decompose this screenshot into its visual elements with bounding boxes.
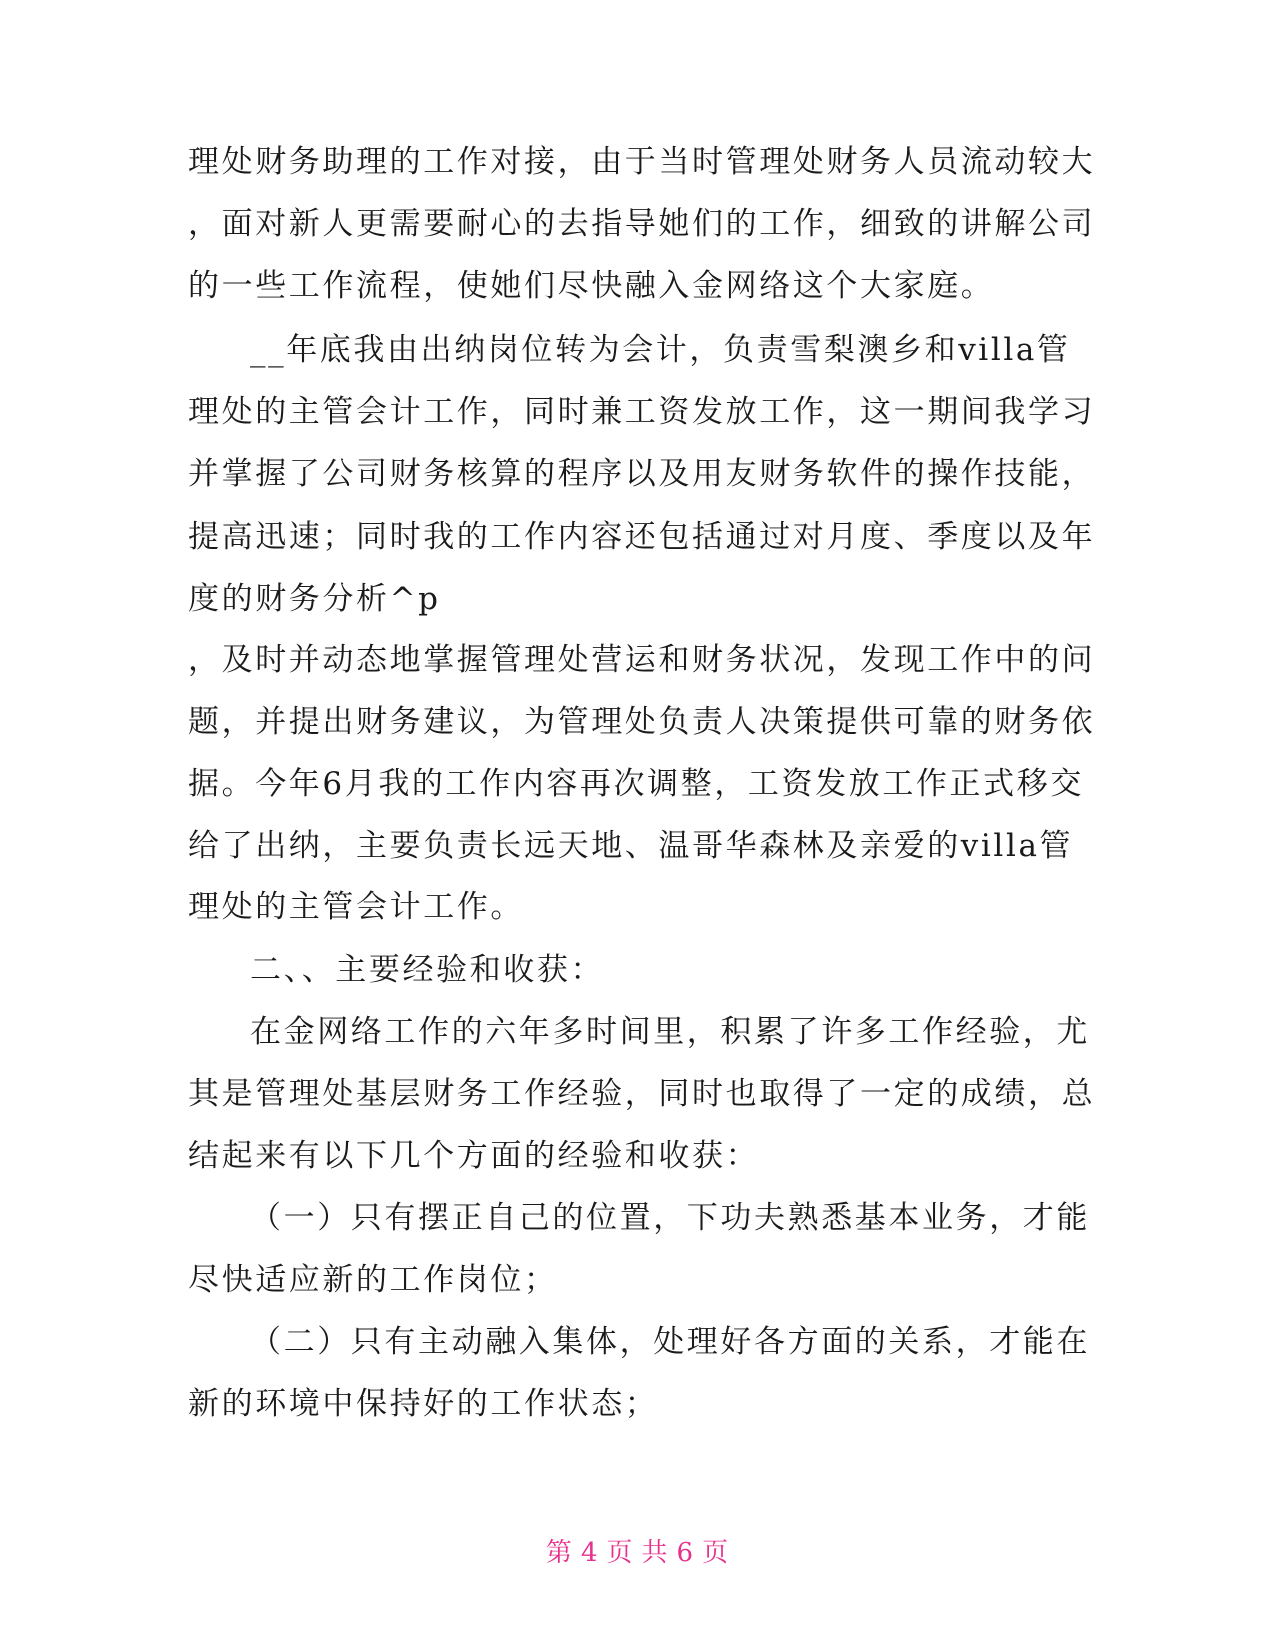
text-line: 理处的主管会计工作，同时兼工资发放工作，这一期间我学习 xyxy=(188,394,1096,430)
list-item: （一）只有摆正自己的位置，下功夫熟悉基本业务，才能 xyxy=(250,1200,1090,1236)
footer-total-prefix: 共 xyxy=(641,1538,669,1568)
total-pages-number: 6 xyxy=(676,1538,695,1568)
text-line: 理处财务助理的工作对接，由于当时管理处财务人员流动较大 xyxy=(188,144,1096,180)
text-line: 据。今年6月我的工作内容再次调整，工资发放工作正式移交 xyxy=(188,766,1084,802)
text-line: 新的环境中保持好的工作状态； xyxy=(188,1386,659,1422)
current-page-number: 4 xyxy=(580,1538,599,1568)
text-line: 度的财务分析^p xyxy=(188,581,441,617)
text-line: 其是管理处基层财务工作经验，同时也取得了一定的成绩，总 xyxy=(188,1076,1096,1112)
footer-total-label: 页 xyxy=(702,1538,730,1568)
footer-page-label: 页 xyxy=(606,1538,634,1568)
text-line: 给了出纳，主要负责长远天地、温哥华森林及亲爱的villa管 xyxy=(188,828,1074,864)
text-line: __年底我由出纳岗位转为会计，负责雪梨澳乡和villa管 xyxy=(250,332,1071,368)
text-line: 并掌握了公司财务核算的程序以及用友财务软件的操作技能， xyxy=(188,456,1096,492)
text-line: 题，并提出财务建议，为管理处负责人决策提供可靠的财务依 xyxy=(188,704,1096,740)
text-line: 结起来有以下几个方面的经验和收获： xyxy=(188,1138,760,1174)
text-line: 尽快适应新的工作岗位； xyxy=(188,1262,558,1298)
text-line: 在金网络工作的六年多时间里，积累了许多工作经验，尤 xyxy=(250,1014,1090,1050)
page-footer xyxy=(0,1532,1275,1569)
list-item: （二）只有主动融入集体，处理好各方面的关系，才能在 xyxy=(250,1324,1090,1360)
text-line: 提高迅速；同时我的工作内容还包括通过对月度、季度以及年 xyxy=(188,519,1096,555)
text-line: 理处的主管会计工作。 xyxy=(188,889,524,925)
section-heading: 二、、主要经验和收获： xyxy=(250,952,605,988)
text-line: 的一些工作流程，使她们尽快融入金网络这个大家庭。 xyxy=(188,268,995,304)
text-line: ，面对新人更需要耐心的去指导她们的工作，细致的讲解公司 xyxy=(188,206,1096,242)
text-line: ，及时并动态地掌握管理处营运和财务状况，发现工作中的问 xyxy=(188,642,1096,678)
footer-prefix: 第 xyxy=(545,1538,573,1568)
